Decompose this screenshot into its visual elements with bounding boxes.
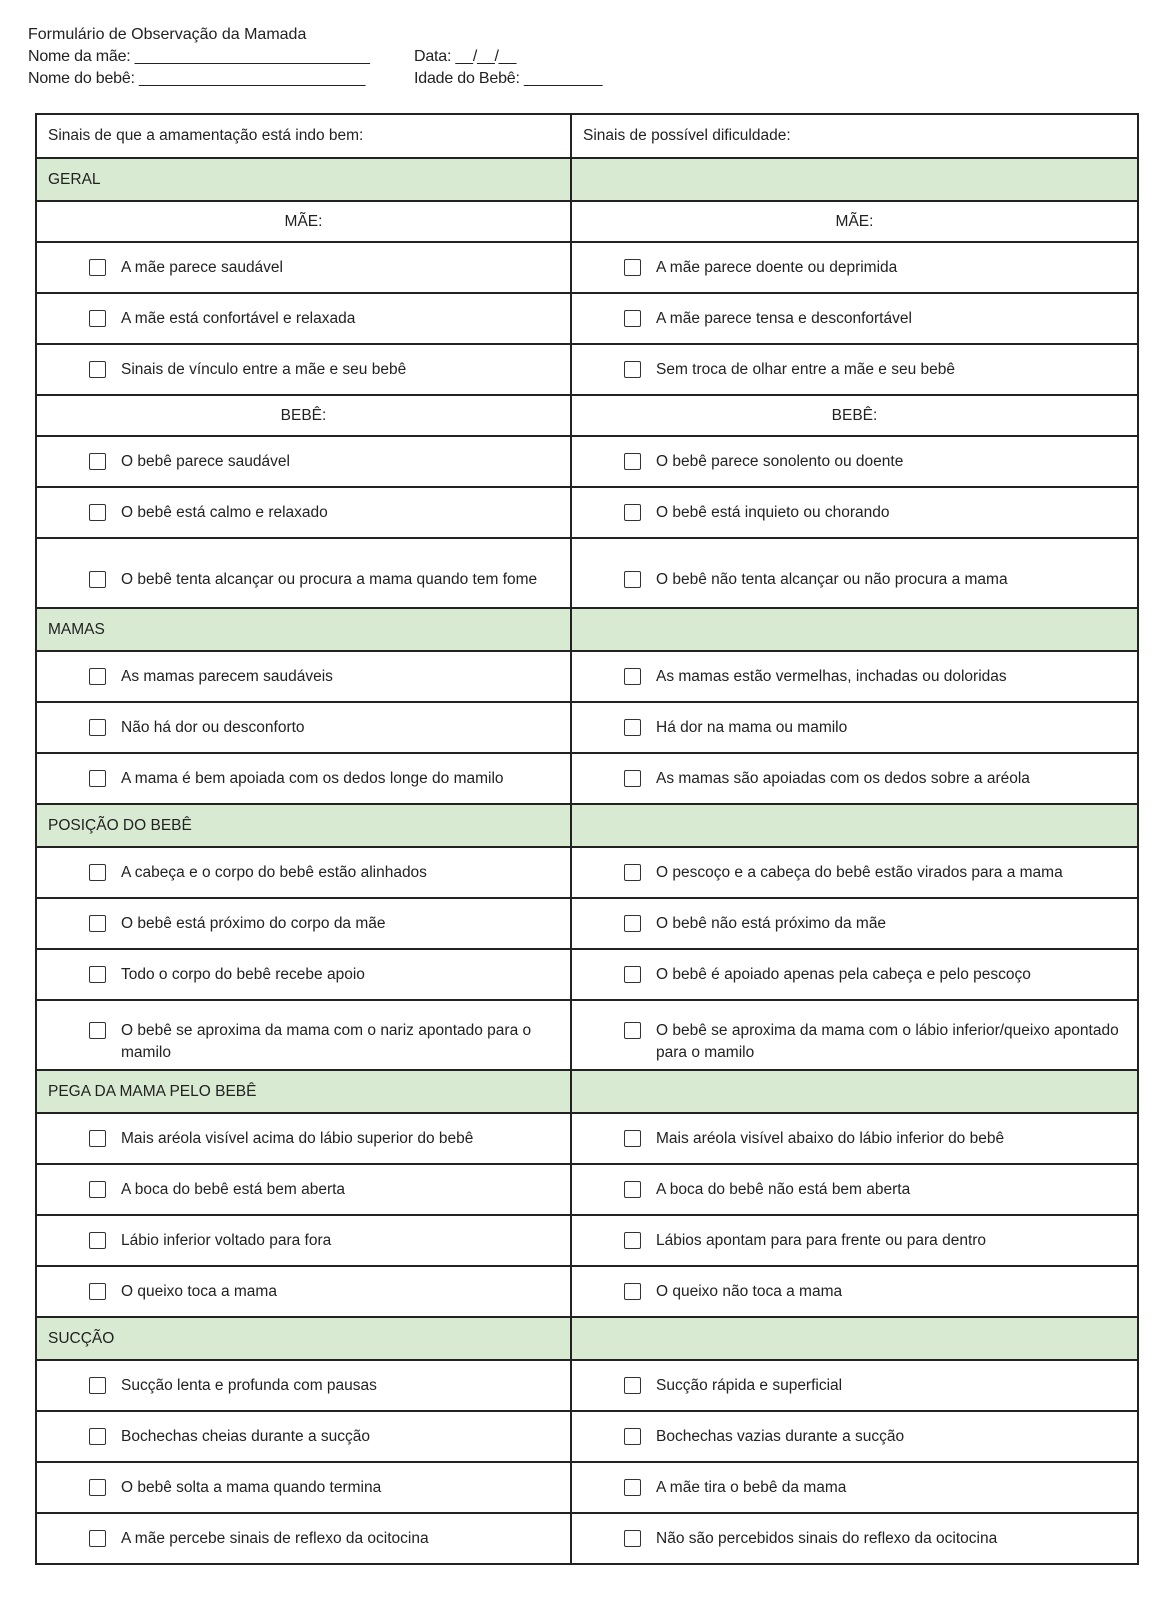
item-label: Lábio inferior voltado para fora bbox=[121, 1231, 332, 1249]
checkbox[interactable] bbox=[89, 770, 106, 787]
checkbox[interactable] bbox=[624, 1181, 641, 1198]
checklist-item[interactable] bbox=[37, 556, 570, 591]
checkbox[interactable] bbox=[624, 864, 641, 881]
checkbox[interactable] bbox=[624, 668, 641, 685]
item-label: A mama é bem apoiada com os dedos longe do mamilo bbox=[121, 769, 504, 787]
baby-age-field[interactable]: Idade do Bebê: _________ bbox=[414, 70, 603, 87]
checklist-item[interactable] bbox=[572, 1375, 1137, 1397]
checklist-item[interactable] bbox=[37, 308, 570, 330]
subsection-label-mae: MÃE: bbox=[36, 201, 571, 242]
item-label: O bebê é apoiado apenas pela cabeça e pelo pescoço bbox=[656, 965, 1031, 983]
checkbox[interactable] bbox=[89, 719, 106, 736]
checkbox[interactable] bbox=[89, 453, 106, 470]
observation-table bbox=[35, 113, 1139, 1565]
checklist-item[interactable] bbox=[572, 1007, 1137, 1064]
item-label: As mamas são apoiadas com os dedos sobre a aréola bbox=[656, 769, 1030, 787]
checkbox[interactable] bbox=[89, 1181, 106, 1198]
checklist-item[interactable] bbox=[37, 502, 570, 524]
checklist-item[interactable] bbox=[37, 717, 570, 739]
checkbox[interactable] bbox=[624, 966, 641, 983]
checklist-item[interactable] bbox=[37, 768, 570, 790]
checklist-item[interactable] bbox=[572, 717, 1137, 739]
item-label: O queixo não toca a mama bbox=[656, 1282, 843, 1300]
checkbox[interactable] bbox=[624, 310, 641, 327]
section-title-posicao: POSIÇÃO DO BEBÊ bbox=[36, 804, 571, 847]
column-header-difficulty: Sinais de possível dificuldade: bbox=[571, 114, 1138, 158]
item-label: O bebê está próximo do corpo da mãe bbox=[121, 914, 386, 932]
checklist-item[interactable] bbox=[572, 1128, 1137, 1150]
section-title-empty bbox=[571, 158, 1138, 201]
checklist-item[interactable] bbox=[572, 257, 1137, 279]
checklist-item[interactable] bbox=[572, 451, 1137, 473]
checklist-item[interactable] bbox=[37, 1007, 570, 1064]
checkbox[interactable] bbox=[624, 1022, 641, 1039]
checkbox[interactable] bbox=[624, 571, 641, 588]
checklist-item[interactable] bbox=[37, 862, 570, 884]
item-label: As mamas parecem saudáveis bbox=[121, 667, 333, 685]
checklist-item[interactable] bbox=[572, 556, 1137, 591]
checklist-item[interactable] bbox=[37, 1179, 570, 1201]
checklist-item[interactable] bbox=[37, 913, 570, 935]
checkbox[interactable] bbox=[89, 1022, 106, 1039]
item-label: Lábios apontam para para frente ou para dentro bbox=[656, 1231, 987, 1249]
checklist-item[interactable] bbox=[572, 1230, 1137, 1252]
checkbox[interactable] bbox=[624, 1283, 641, 1300]
date-field[interactable]: Data: __/__/__ bbox=[414, 48, 517, 65]
checkbox[interactable] bbox=[89, 504, 106, 521]
checklist-item[interactable] bbox=[37, 1375, 570, 1397]
checklist-item[interactable] bbox=[572, 666, 1137, 688]
checklist-item[interactable] bbox=[572, 359, 1137, 381]
checklist-item[interactable] bbox=[37, 359, 570, 381]
checkbox[interactable] bbox=[624, 915, 641, 932]
item-label: As mamas estão vermelhas, inchadas ou doloridas bbox=[656, 667, 1007, 685]
item-label: O bebê não está próximo da mãe bbox=[656, 914, 887, 932]
checkbox[interactable] bbox=[89, 1428, 106, 1445]
checklist-item[interactable] bbox=[37, 1230, 570, 1252]
item-label: Todo o corpo do bebê recebe apoio bbox=[121, 965, 365, 983]
checkbox[interactable] bbox=[624, 259, 641, 276]
checkbox[interactable] bbox=[624, 504, 641, 521]
item-label: O bebê se aproxima da mama com o lábio inferior/queixo apontado para o mamilo bbox=[656, 1021, 1119, 1061]
subsection-label-bebe: BEBÊ: bbox=[36, 395, 571, 436]
checklist-item[interactable] bbox=[37, 666, 570, 688]
checkbox[interactable] bbox=[89, 1283, 106, 1300]
item-label: O bebê não tenta alcançar ou não procura a mama bbox=[656, 570, 1008, 588]
checkbox[interactable] bbox=[89, 571, 106, 588]
section-title-empty bbox=[571, 1070, 1138, 1113]
checkbox[interactable] bbox=[89, 915, 106, 932]
mother-name-field[interactable]: Nome da mãe: ___________________________ bbox=[28, 48, 370, 65]
checklist-item[interactable] bbox=[572, 1426, 1137, 1448]
item-label: O bebê se aproxima da mama com o nariz apontado para o mamilo bbox=[121, 1021, 532, 1061]
item-label: Sem troca de olhar entre a mãe e seu bebê bbox=[656, 360, 955, 378]
item-label: A mãe está confortável e relaxada bbox=[121, 309, 356, 327]
checklist-item[interactable] bbox=[572, 502, 1137, 524]
item-label: O bebê parece sonolento ou doente bbox=[656, 452, 904, 470]
checkbox[interactable] bbox=[89, 1232, 106, 1249]
checkbox[interactable] bbox=[89, 966, 106, 983]
checkbox[interactable] bbox=[624, 361, 641, 378]
checklist-item[interactable] bbox=[37, 1528, 570, 1550]
item-label: Mais aréola visível abaixo do lábio inferior do bebê bbox=[656, 1129, 1005, 1147]
item-label: A mãe parece tensa e desconfortável bbox=[656, 309, 912, 327]
item-label: Sinais de vínculo entre a mãe e seu bebê bbox=[121, 360, 407, 378]
checklist-item[interactable] bbox=[572, 1281, 1137, 1303]
section-title-succao: SUCÇÃO bbox=[36, 1317, 571, 1360]
section-title-pega: PEGA DA MAMA PELO BEBÊ bbox=[36, 1070, 571, 1113]
item-label: Mais aréola visível acima do lábio superior do bebê bbox=[121, 1129, 474, 1147]
column-header-good: Sinais de que a amamentação está indo bem: bbox=[36, 114, 571, 158]
item-label: O bebê está calmo e relaxado bbox=[121, 503, 328, 521]
item-label: Há dor na mama ou mamilo bbox=[656, 718, 848, 736]
item-label: Bochechas vazias durante a sucção bbox=[656, 1427, 905, 1445]
item-label: A boca do bebê está bem aberta bbox=[121, 1180, 346, 1198]
item-label: A mãe tira o bebê da mama bbox=[656, 1478, 847, 1496]
checklist-item[interactable] bbox=[572, 308, 1137, 330]
checkbox[interactable] bbox=[89, 310, 106, 327]
item-label: A mãe parece saudável bbox=[121, 258, 283, 276]
checklist-item[interactable] bbox=[37, 451, 570, 473]
checkbox[interactable] bbox=[624, 1530, 641, 1547]
baby-name-field[interactable]: Nome do bebê: __________________________ bbox=[28, 70, 366, 87]
checklist-item[interactable] bbox=[572, 862, 1137, 884]
checklist-item[interactable] bbox=[37, 1128, 570, 1150]
checklist-item[interactable] bbox=[572, 1477, 1137, 1499]
section-title-empty bbox=[571, 1317, 1138, 1360]
checklist-item[interactable] bbox=[572, 1528, 1137, 1550]
checklist-item[interactable] bbox=[37, 257, 570, 279]
checkbox[interactable] bbox=[624, 719, 641, 736]
item-label: Bochechas cheias durante a sucção bbox=[121, 1427, 371, 1445]
checkbox[interactable] bbox=[624, 1130, 641, 1147]
checkbox[interactable] bbox=[89, 1530, 106, 1547]
checklist-item[interactable] bbox=[572, 964, 1137, 986]
checklist-item[interactable] bbox=[572, 768, 1137, 790]
checklist-item[interactable] bbox=[37, 1426, 570, 1448]
item-label: O bebê tenta alcançar ou procura a mama quando tem fome bbox=[121, 570, 538, 588]
subsection-label-mae: MÃE: bbox=[571, 201, 1138, 242]
item-label: Não são percebidos sinais do reflexo da ocitocina bbox=[656, 1529, 998, 1547]
item-label: O queixo toca a mama bbox=[121, 1282, 277, 1300]
item-label: A mãe parece doente ou deprimida bbox=[656, 258, 898, 276]
checkbox[interactable] bbox=[624, 1479, 641, 1496]
item-label: O pescoço e a cabeça do bebê estão virados para a mama bbox=[656, 863, 1063, 881]
checkbox[interactable] bbox=[89, 259, 106, 276]
checkbox[interactable] bbox=[624, 1377, 641, 1394]
checkbox[interactable] bbox=[624, 770, 641, 787]
checkbox[interactable] bbox=[89, 864, 106, 881]
checkbox[interactable] bbox=[624, 453, 641, 470]
form-header bbox=[28, 24, 602, 90]
item-label: A boca do bebê não está bem aberta bbox=[656, 1180, 911, 1198]
item-label: Sucção rápida e superficial bbox=[656, 1376, 843, 1394]
checkbox[interactable] bbox=[624, 1428, 641, 1445]
checkbox[interactable] bbox=[89, 361, 106, 378]
checklist-item[interactable] bbox=[37, 1281, 570, 1303]
section-title-empty bbox=[571, 804, 1138, 847]
checklist-item[interactable] bbox=[572, 913, 1137, 935]
checklist-item[interactable] bbox=[572, 1179, 1137, 1201]
checklist-item[interactable] bbox=[37, 964, 570, 986]
item-label: A mãe percebe sinais de reflexo da ocitocina bbox=[121, 1529, 429, 1547]
checkbox[interactable] bbox=[89, 668, 106, 685]
section-title-geral: GERAL bbox=[36, 158, 571, 201]
item-label: Sucção lenta e profunda com pausas bbox=[121, 1376, 377, 1394]
checkbox[interactable] bbox=[89, 1130, 106, 1147]
item-label: O bebê parece saudável bbox=[121, 452, 290, 470]
item-label: O bebê está inquieto ou chorando bbox=[656, 503, 890, 521]
subsection-label-bebe: BEBÊ: bbox=[571, 395, 1138, 436]
section-title-mamas: MAMAS bbox=[36, 608, 571, 651]
section-title-empty bbox=[571, 608, 1138, 651]
checkbox[interactable] bbox=[89, 1377, 106, 1394]
checkbox[interactable] bbox=[624, 1232, 641, 1249]
item-label: Não há dor ou desconforto bbox=[121, 718, 305, 736]
item-label: A cabeça e o corpo do bebê estão alinhados bbox=[121, 863, 427, 881]
checklist-item[interactable] bbox=[37, 1477, 570, 1499]
form-title: Formulário de Observação da Mamada bbox=[28, 26, 307, 43]
checkbox[interactable] bbox=[89, 1479, 106, 1496]
item-label: O bebê solta a mama quando termina bbox=[121, 1478, 382, 1496]
